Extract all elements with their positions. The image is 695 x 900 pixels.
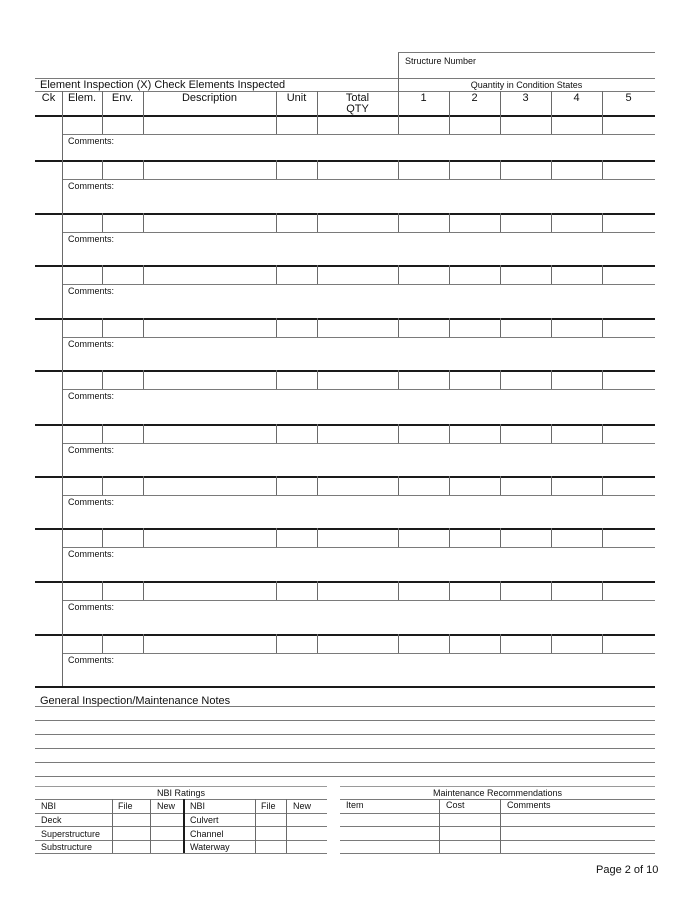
header-sep [276,91,277,116]
header-sep [317,91,318,116]
element-total-qty-field[interactable] [318,215,398,232]
nbi-culvert-new-field[interactable] [287,814,327,826]
element-total-qty-field[interactable] [318,372,398,389]
element-unit-field[interactable] [277,636,317,653]
nbi-label-waterway: Waterway [190,842,230,852]
general-notes-field[interactable] [35,749,655,762]
nbi-header-file-left: File [118,801,133,811]
element-comments-label: Comments: [68,339,115,349]
element-check-field[interactable] [35,372,62,424]
element-description-field[interactable] [144,530,276,547]
col-header-elem: Elem. [67,92,97,104]
element-cs3-field[interactable] [501,162,551,179]
general-notes-field[interactable] [35,721,655,734]
header-sep [398,78,399,116]
element-comments-field[interactable] [63,135,655,160]
element-elem-field[interactable] [63,162,102,179]
element-check-field[interactable] [35,215,62,265]
maintenance-item-field[interactable] [340,814,439,826]
element-cs3-field[interactable] [501,267,551,284]
element-cs2-field[interactable] [450,426,500,443]
element-check-field[interactable] [35,162,62,213]
nbi-substructure-file-field[interactable] [113,841,151,853]
general-notes-field[interactable] [35,735,655,748]
maintenance-header-item: Item [346,800,364,810]
element-total-qty-field[interactable] [318,478,398,495]
page-number: Page 2 of 10 [596,864,659,876]
nbi-header-nbi-left: NBI [41,801,57,811]
element-total-qty-field[interactable] [318,583,398,600]
element-comments-label: Comments: [68,286,115,296]
nbi-col-sep [255,799,256,853]
col-header-total-qty-line2: QTY [346,103,369,115]
col-header-cs4: 4 [573,92,580,104]
element-cs5-field[interactable] [603,320,655,337]
element-elem-field[interactable] [63,478,102,495]
element-comments-label: Comments: [68,602,115,612]
element-cs1-field[interactable] [399,583,449,600]
element-cs5-field[interactable] [603,478,655,495]
element-cs3-field[interactable] [501,215,551,232]
header-sep [602,91,603,116]
element-unit-field[interactable] [277,478,317,495]
element-cs4-field[interactable] [552,117,602,134]
col-header-total-qty-line1: Total [345,92,370,104]
general-notes-field[interactable] [35,763,655,776]
element-env-field[interactable] [103,583,143,600]
nbi-superstructure-file-field[interactable] [113,827,151,840]
element-total-qty-field[interactable] [318,162,398,179]
element-check-field[interactable] [35,583,62,634]
element-cs2-field[interactable] [450,372,500,389]
element-cs1-field[interactable] [399,530,449,547]
element-cs1-field[interactable] [399,267,449,284]
element-env-field[interactable] [103,372,143,389]
element-comments-label: Comments: [68,181,115,191]
element-env-field[interactable] [103,636,143,653]
nbi-waterway-new-field[interactable] [287,841,327,853]
element-env-field[interactable] [103,478,143,495]
element-cs5-field[interactable] [603,426,655,443]
maintenance-comments-field[interactable] [501,841,655,853]
nbi-deck-file-field[interactable] [113,814,151,826]
element-cs5-field[interactable] [603,215,655,232]
nbi-top-border [35,786,327,787]
nbi-label-substructure: Substructure [41,842,93,852]
element-unit-field[interactable] [277,162,317,179]
element-description-field[interactable] [144,636,276,653]
element-cs2-field[interactable] [450,320,500,337]
element-check-field[interactable] [35,320,62,370]
element-total-qty-field[interactable] [318,426,398,443]
element-cs3-field[interactable] [501,320,551,337]
structure-number-box-top-border [398,52,655,53]
col-header-cs2: 2 [471,92,478,104]
col-header-description: Description [181,92,238,104]
element-comments-field[interactable] [63,444,655,476]
element-env-field[interactable] [103,117,143,134]
structure-number-field[interactable] [399,66,655,77]
element-cs1-field[interactable] [399,478,449,495]
element-cs4-field[interactable] [552,215,602,232]
element-cs5-field[interactable] [603,267,655,284]
element-description-field[interactable] [144,215,276,232]
general-notes-title: General Inspection/Maintenance Notes [40,695,231,707]
element-cs2-field[interactable] [450,267,500,284]
col-header-cs1: 1 [420,92,427,104]
element-cs1-field[interactable] [399,162,449,179]
element-cs3-field[interactable] [501,478,551,495]
element-unit-field[interactable] [277,320,317,337]
nbi-header-top-border [35,799,327,800]
element-cs1-field[interactable] [399,426,449,443]
element-unit-field[interactable] [277,583,317,600]
element-env-field[interactable] [103,162,143,179]
header-sep [449,91,450,116]
element-cs4-field[interactable] [552,583,602,600]
nbi-culvert-file-field[interactable] [256,814,287,826]
element-cs4-field[interactable] [552,267,602,284]
element-cs3-field[interactable] [501,117,551,134]
element-cs3-field[interactable] [501,530,551,547]
nbi-label-culvert: Culvert [190,815,219,825]
element-cs3-field[interactable] [501,426,551,443]
element-cs1-field[interactable] [399,215,449,232]
nbi-label-superstructure: Superstructure [41,829,101,839]
element-comments-field[interactable] [63,496,655,528]
element-cs2-field[interactable] [450,530,500,547]
element-unit-field[interactable] [277,215,317,232]
element-total-qty-field[interactable] [318,320,398,337]
element-elem-field[interactable] [63,117,102,134]
maintenance-cost-field[interactable] [440,814,500,826]
maintenance-item-field[interactable] [340,827,439,840]
element-env-field[interactable] [103,215,143,232]
element-cs5-field[interactable] [603,583,655,600]
element-comments-field[interactable] [63,601,655,634]
element-comments-field[interactable] [63,548,655,581]
element-cs4-field[interactable] [552,162,602,179]
element-cs4-field[interactable] [552,426,602,443]
element-comments-label: Comments: [68,391,115,401]
element-elem-field[interactable] [63,215,102,232]
element-comments-field[interactable] [63,180,655,213]
nbi-channel-file-field[interactable] [256,827,287,840]
nbi-waterway-file-field[interactable] [256,841,287,853]
element-cs2-field[interactable] [450,636,500,653]
header-sep [551,91,552,116]
element-description-field[interactable] [144,267,276,284]
element-elem-field[interactable] [63,267,102,284]
element-cs1-field[interactable] [399,372,449,389]
element-check-field[interactable] [35,117,62,160]
nbi-ratings-title: NBI Ratings [156,788,206,798]
element-cs4-field[interactable] [552,478,602,495]
element-unit-field[interactable] [277,117,317,134]
element-cs1-field[interactable] [399,117,449,134]
element-cs4-field[interactable] [552,320,602,337]
nbi-superstructure-new-field[interactable] [151,827,184,840]
element-cs3-field[interactable] [501,372,551,389]
element-unit-field[interactable] [277,426,317,443]
element-cs1-field[interactable] [399,320,449,337]
element-env-field[interactable] [103,267,143,284]
element-env-field[interactable] [103,530,143,547]
general-notes-field[interactable] [35,707,655,720]
col-header-env: Env. [111,92,134,104]
header-sep [500,91,501,116]
element-description-field[interactable] [144,320,276,337]
nbi-header-new-right: New [293,801,312,811]
nbi-channel-new-field[interactable] [287,827,327,840]
element-table-bottom-border [35,686,655,688]
maintenance-title: Maintenance Recommendations [432,788,563,798]
element-env-field[interactable] [103,426,143,443]
maintenance-comments-field[interactable] [501,814,655,826]
col-header-unit: Unit [286,92,307,104]
element-comments-field[interactable] [63,654,655,686]
nbi-header-new-left: New [157,801,176,811]
element-description-field[interactable] [144,478,276,495]
element-unit-field[interactable] [277,267,317,284]
element-total-qty-field[interactable] [318,117,398,134]
structure-number-label: Structure Number [405,56,477,66]
element-comments-label: Comments: [68,234,115,244]
element-cs3-field[interactable] [501,636,551,653]
element-cs2-field[interactable] [450,162,500,179]
nbi-substructure-new-field[interactable] [151,841,184,853]
element-comments-field[interactable] [63,390,655,424]
element-comments-label: Comments: [68,655,115,665]
maintenance-header-top-border [340,799,655,800]
element-total-qty-field[interactable] [318,530,398,547]
element-elem-field[interactable] [63,320,102,337]
element-description-field[interactable] [144,426,276,443]
nbi-col-sep [286,799,287,853]
element-env-field[interactable] [103,320,143,337]
element-cs5-field[interactable] [603,162,655,179]
section-title: Element Inspection (X) Check Elements Inspected [40,79,286,91]
element-comments-label: Comments: [68,445,115,455]
col-header-ck: Ck [41,92,56,104]
element-cs2-field[interactable] [450,478,500,495]
element-cs2-field[interactable] [450,215,500,232]
maintenance-bottom-border [340,853,655,854]
element-comments-field[interactable] [63,338,655,370]
element-cs2-field[interactable] [450,117,500,134]
element-check-field[interactable] [35,636,62,686]
element-elem-field[interactable] [63,636,102,653]
element-description-field[interactable] [144,372,276,389]
element-cs2-field[interactable] [450,583,500,600]
general-notes-line [35,776,655,777]
element-cs5-field[interactable] [603,636,655,653]
nbi-bottom-border [35,853,327,854]
col-header-cs3: 3 [522,92,529,104]
maintenance-comments-field[interactable] [501,827,655,840]
header-sep [143,91,144,116]
maintenance-cost-field[interactable] [440,827,500,840]
element-check-field[interactable] [35,530,62,581]
nbi-col-sep [112,799,113,853]
element-cs1-field[interactable] [399,636,449,653]
element-check-field[interactable] [35,267,62,318]
element-comments-label: Comments: [68,549,115,559]
element-elem-field[interactable] [63,583,102,600]
nbi-label-channel: Channel [190,829,224,839]
header-sep [62,91,63,116]
nbi-header-nbi-right: NBI [190,801,206,811]
element-cs4-field[interactable] [552,372,602,389]
element-unit-field[interactable] [277,530,317,547]
nbi-header-file-right: File [261,801,276,811]
element-cs5-field[interactable] [603,530,655,547]
element-check-field[interactable] [35,426,62,476]
maintenance-header-comments: Comments [507,800,551,810]
element-comments-label: Comments: [68,497,115,507]
element-cs3-field[interactable] [501,583,551,600]
nbi-deck-new-field[interactable] [151,814,184,826]
nbi-col-sep [150,799,151,853]
element-unit-field[interactable] [277,372,317,389]
quantity-group-label: Quantity in Condition States [470,80,583,90]
element-cs4-field[interactable] [552,530,602,547]
element-total-qty-field[interactable] [318,267,398,284]
maintenance-header-cost: Cost [446,800,465,810]
element-elem-field[interactable] [63,426,102,443]
nbi-center-divider [183,799,185,853]
element-comments-field[interactable] [63,285,655,318]
element-description-field[interactable] [144,583,276,600]
maintenance-cost-field[interactable] [440,841,500,853]
element-cs4-field[interactable] [552,636,602,653]
col-header-cs5: 5 [625,92,632,104]
element-check-field[interactable] [35,478,62,528]
element-comments-label: Comments: [68,136,115,146]
maintenance-top-border [340,786,655,787]
element-description-field[interactable] [144,162,276,179]
element-elem-field[interactable] [63,372,102,389]
element-elem-field[interactable] [63,530,102,547]
element-total-qty-field[interactable] [318,636,398,653]
element-cs5-field[interactable] [603,117,655,134]
element-cs5-field[interactable] [603,372,655,389]
element-description-field[interactable] [144,117,276,134]
nbi-label-deck: Deck [41,815,62,825]
element-comments-field[interactable] [63,233,655,265]
maintenance-item-field[interactable] [340,841,439,853]
header-sep [102,91,103,116]
